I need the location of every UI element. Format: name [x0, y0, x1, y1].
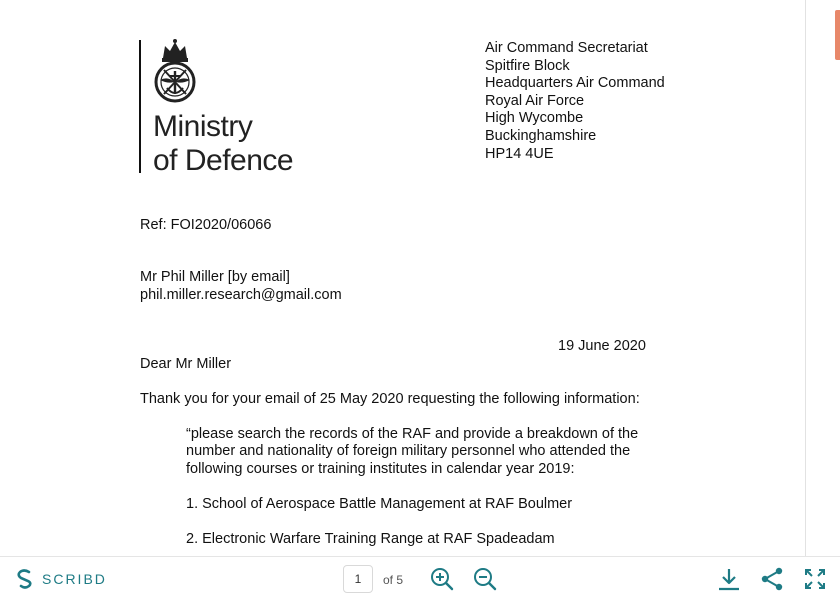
share-icon[interactable]: [759, 566, 785, 592]
address-line: HP14 4UE: [485, 145, 554, 162]
mod-crest-icon: [150, 38, 200, 104]
address-line: Spitfire Block: [485, 57, 570, 74]
quote-line: “please search the records of the RAF and provide a breakdown of the: [186, 426, 639, 442]
page-total: of 5: [383, 573, 404, 587]
mod-wordmark: [153, 110, 293, 178]
recipient-name: Mr Phil Miller [by email]: [140, 269, 290, 285]
fullscreen-icon[interactable]: [802, 566, 828, 592]
page-number-input[interactable]: 1: [343, 565, 373, 593]
address-line: Buckinghamshire: [485, 127, 597, 144]
list-item: 1. School of Aerospace Battle Management at RAF Boulmer: [186, 496, 573, 512]
reference-number: Ref: FOI2020/06066: [140, 217, 272, 233]
address-line: Air Command Secretariat: [485, 40, 648, 56]
salutation: Dear Mr Miller: [140, 356, 232, 372]
zoom-in-icon[interactable]: [429, 566, 455, 592]
address-line: High Wycombe: [485, 110, 584, 127]
logo-line-2: of Defence: [153, 144, 294, 177]
logo-line-1: Ministry: [153, 110, 253, 143]
scribd-logo-icon: [16, 569, 34, 589]
zoom-out-icon[interactable]: [472, 566, 498, 592]
scribd-brand[interactable]: [16, 569, 107, 589]
letter-date: 19 June 2020: [558, 338, 646, 354]
recipient-email: phil.miller.research@gmail.com: [140, 287, 342, 303]
scroll-position-marker[interactable]: [835, 10, 840, 60]
logo-divider: [139, 40, 141, 173]
scroll-gutter: [806, 0, 840, 556]
list-item: 2. Electronic Warfare Training Range at RAF Spadeadam: [186, 531, 555, 547]
sender-address: [485, 40, 665, 163]
brand-name: SCRIBD: [42, 571, 107, 587]
address-line: Headquarters Air Command: [485, 75, 665, 92]
viewer-toolbar: [0, 556, 840, 601]
quote-line: number and nationality of foreign military personnel who attended the: [186, 443, 631, 459]
address-line: Royal Air Force: [485, 92, 585, 109]
download-icon[interactable]: [716, 566, 742, 592]
intro-paragraph: Thank you for your email of 25 May 2020 requesting the following information:: [140, 391, 640, 407]
quote-line: following courses or training institutes in calendar year 2019:: [186, 461, 575, 477]
